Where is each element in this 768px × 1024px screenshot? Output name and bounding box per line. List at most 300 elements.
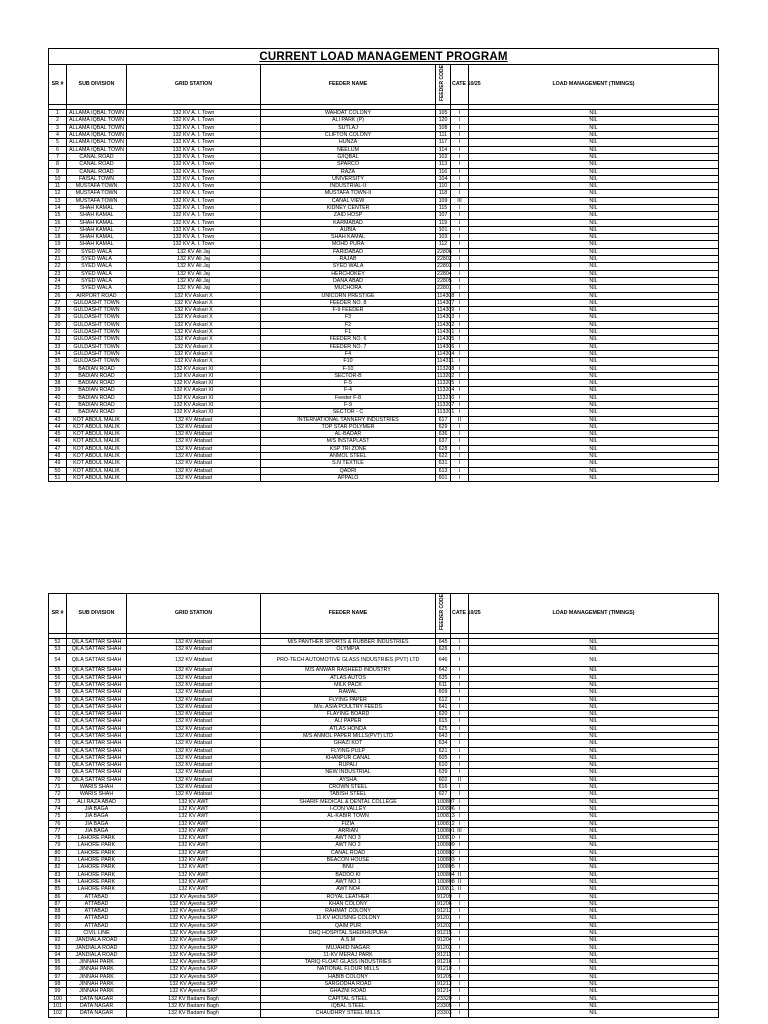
header-feeder-code-cell <box>436 594 451 634</box>
sub-division-cell: JINNAH PARK <box>67 973 127 980</box>
load-management-cell: NIL <box>469 197 719 204</box>
sub-division-cell: QILA SATTAR SHAH <box>67 762 127 769</box>
table-row <box>49 292 719 299</box>
sub-division-cell: SHAH KAMAL <box>67 219 127 226</box>
sr-cell: 94 <box>49 951 67 958</box>
feeder-code-cell: 114301 <box>437 329 455 336</box>
table-row <box>49 1002 719 1009</box>
feeder-code-cell: 91203 <box>437 944 452 951</box>
category-cell: I <box>451 696 469 703</box>
sr-cell: 46 <box>49 438 67 445</box>
feeder-name-cell: PRO-TECH AUTOMOTIVE GLASS INDUSTRIES (PVT) LTD <box>261 653 436 667</box>
grid-station-cell: 132 KV Attabad <box>127 445 261 452</box>
sub-division-cell: GULDASHT TOWN <box>67 336 127 343</box>
table-row <box>49 842 719 849</box>
grid-station-cell: 132 KV Attabad <box>127 639 261 646</box>
feeder-code-cell: 622 <box>436 453 451 460</box>
load-management-cell: NIL <box>469 1002 719 1009</box>
feeder-name-cell: ANMOL STEEL <box>261 453 436 460</box>
category-cell: I <box>451 423 469 430</box>
feeder-name-cell: AL-KABIR TOWN <box>261 813 436 820</box>
load-management-cell: NIL <box>469 219 719 226</box>
table-row <box>49 241 719 248</box>
sr-cell: 82 <box>49 864 67 871</box>
grid-station-cell: 132 KV A. I. Town <box>127 117 261 124</box>
feeder-name-cell: F-4 <box>261 387 436 394</box>
feeder-code-cell: 114308 <box>437 292 455 299</box>
sr-cell: 12 <box>49 190 67 197</box>
sr-cell: 31 <box>49 329 67 336</box>
category-cell: I <box>451 864 469 871</box>
grid-station-cell: 132 KV AWT <box>127 871 261 878</box>
grid-station-cell: 132 KV Attabad <box>127 732 261 739</box>
grid-station-cell: 132 KV A. I. Town <box>127 153 261 160</box>
load-management-cell: NIL <box>469 212 719 219</box>
sr-cell: 81 <box>49 857 67 864</box>
sub-division-cell: GULDASHT TOWN <box>67 358 127 365</box>
table-row <box>49 981 719 988</box>
feeder-name-cell: AYSHA <box>261 776 436 783</box>
category-cell: I <box>451 153 469 160</box>
sub-division-cell: SHAH KAMAL <box>67 204 127 211</box>
load-management-cell: NIL <box>469 124 719 131</box>
sub-division-cell: GULDASHT TOWN <box>67 314 127 321</box>
header-category: CATE 10/25 <box>451 65 469 105</box>
table-row <box>49 740 719 747</box>
grid-station-cell: 132 KV AWT <box>127 835 261 842</box>
feeder-code-cell: 602 <box>436 776 451 783</box>
sr-cell: 45 <box>49 431 67 438</box>
category-cell: I <box>451 1010 469 1017</box>
grid-station-cell: 132 KV Ali Jaj <box>127 277 261 284</box>
category-cell: I <box>451 394 469 401</box>
feeder-name-cell: SPARCO <box>261 161 436 168</box>
feeder-name-cell: CANAL ROAD <box>261 849 436 856</box>
category-cell: I <box>451 474 469 481</box>
feeder-name-cell: SARGODHA ROAD <box>261 981 436 988</box>
table-row <box>49 966 719 973</box>
feeder-code-cell: 101 <box>436 226 451 233</box>
sr-cell: 75 <box>49 813 67 820</box>
feeder-name-cell: QAIM PUR <box>261 922 436 929</box>
feeder-name-cell: F-10 <box>261 365 436 372</box>
sr-cell: 71 <box>49 784 67 791</box>
load-management-cell: NIL <box>469 445 719 452</box>
table-row <box>49 161 719 168</box>
load-management-cell: NIL <box>469 372 719 379</box>
sub-division-cell: QILA SATTAR SHAH <box>67 703 127 710</box>
feeder-name-cell: HABIB COLONY <box>261 973 436 980</box>
grid-station-cell: 132 KV Ali Jaj <box>127 270 261 277</box>
load-management-cell: NIL <box>469 409 719 416</box>
feeder-code-cell: 114307 <box>437 299 455 306</box>
sub-division-cell: LAHORE PARK <box>67 864 127 871</box>
grid-station-cell: 132 KV Ali Jaj <box>127 263 261 270</box>
feeder-code-cell: 113208 <box>437 365 455 372</box>
table-row <box>49 190 719 197</box>
grid-station-cell: 132 KV Askari XI <box>127 409 261 416</box>
sub-division-cell: FAISAL TOWN <box>67 175 127 182</box>
grid-station-cell: 132 KV Attabad <box>127 754 261 761</box>
grid-station-cell: 132 KV Ayesha SKP <box>127 930 261 937</box>
sub-division-cell: GULDASHT TOWN <box>67 329 127 336</box>
sub-division-cell: QILA SATTAR SHAH <box>67 646 127 653</box>
load-management-cell: NIL <box>469 467 719 474</box>
sr-cell: 89 <box>49 915 67 922</box>
load-management-cell: NIL <box>469 981 719 988</box>
feeder-code-cell: 114311 <box>437 358 454 365</box>
feeder-code-cell: 601 <box>436 474 451 481</box>
grid-station-cell: 132 KV Ayesha SKP <box>127 966 261 973</box>
sr-cell: 14 <box>49 204 67 211</box>
sub-division-cell: LAHORE PARK <box>67 842 127 849</box>
feeder-name-cell: RAZA <box>261 168 436 175</box>
sr-cell: 95 <box>49 959 67 966</box>
feeder-code-cell: 107 <box>436 212 451 219</box>
sr-cell: 10 <box>49 175 67 182</box>
sub-division-cell: QILA SATTAR SHAH <box>67 732 127 739</box>
feeder-code-cell: 620 <box>436 711 451 718</box>
sub-division-cell: QILA SATTAR SHAH <box>67 667 127 674</box>
sr-cell: 50 <box>49 467 67 474</box>
sub-division-cell: ATTABAD <box>67 915 127 922</box>
feeder-code-cell: 118 <box>436 190 451 197</box>
grid-station-cell: 132 KV A. I. Town <box>127 110 261 117</box>
feeder-name-cell: NEELUM <box>261 146 436 153</box>
sr-cell: 16 <box>49 219 67 226</box>
category-cell: I <box>451 639 469 646</box>
sr-cell: 51 <box>49 474 67 481</box>
sr-cell: 23 <box>49 270 67 277</box>
sub-division-cell: GULDASHT TOWN <box>67 299 127 306</box>
grid-station-cell: 132 KV Askari X <box>127 314 261 321</box>
load-management-cell: NIL <box>469 460 719 467</box>
feeder-name-cell: F10 <box>261 358 436 365</box>
table-row <box>49 299 719 306</box>
grid-station-cell: 132 KV AWT <box>127 886 261 893</box>
load-management-cell: NIL <box>469 900 719 907</box>
table-row <box>49 769 719 776</box>
load-management-cell: NIL <box>469 966 719 973</box>
sub-division-cell: SYED WALA <box>67 285 127 292</box>
grid-station-cell: 132 KV Attabad <box>127 747 261 754</box>
grid-station-cell: 132 KV Ayesha SKP <box>127 981 261 988</box>
table-row <box>49 776 719 783</box>
sr-cell: 28 <box>49 307 67 314</box>
sr-cell: 53 <box>49 646 67 653</box>
table-row <box>49 835 719 842</box>
table-row <box>49 674 719 681</box>
feeder-name-cell: INTERNATIONAL TANNERY INDUSTRIES <box>261 416 436 423</box>
load-management-cell: NIL <box>469 835 719 842</box>
sr-cell: 34 <box>49 350 67 357</box>
grid-station-cell: 132 KV AWT <box>127 820 261 827</box>
grid-station-cell: 132 KV Attabad <box>127 718 261 725</box>
feeder-name-cell: F1 <box>261 329 436 336</box>
sr-cell: 6 <box>49 146 67 153</box>
header-feeder-name: FEEDER NAME <box>261 65 436 105</box>
category-cell: I <box>451 681 469 688</box>
table-row <box>49 226 719 233</box>
load-management-cell: NIL <box>469 639 719 646</box>
table-row <box>49 467 719 474</box>
table-row <box>49 314 719 321</box>
page-title: CURRENT LOAD MANAGEMENT PROGRAM <box>259 50 508 63</box>
feeder-name-cell: SUTLAJ <box>261 124 436 131</box>
table-row <box>49 394 719 401</box>
sub-division-cell: SYED WALA <box>67 277 127 284</box>
feeder-code-cell: 100807 <box>437 798 455 805</box>
header-row <box>49 594 719 634</box>
table-row <box>49 1010 719 1017</box>
feeder-code-cell: 100801 <box>437 827 455 834</box>
grid-station-cell: 132 KV Ayesha SKP <box>127 915 261 922</box>
category-cell: I <box>451 467 469 474</box>
load-management-cell: NIL <box>469 248 719 255</box>
sr-cell: 38 <box>49 380 67 387</box>
load-management-cell: NIL <box>469 285 719 292</box>
table-row <box>49 146 719 153</box>
load-management-cell: NIL <box>469 226 719 233</box>
sr-cell: 65 <box>49 740 67 747</box>
category-cell: I <box>451 791 469 798</box>
load-management-cell: NIL <box>469 234 719 241</box>
sub-division-cell: CIVIL LINE <box>67 930 127 937</box>
sr-cell: 101 <box>49 1002 67 1009</box>
sub-division-cell: QILA SATTAR SHAH <box>67 653 127 667</box>
category-cell: I <box>451 762 469 769</box>
sub-division-cell: QILA SATTAR SHAH <box>67 725 127 732</box>
sub-division-cell: QILA SATTAR SHAH <box>67 674 127 681</box>
feeder-name-cell: Feeder F-8 <box>261 394 436 401</box>
feeder-name-cell: OLYMPIA <box>261 646 436 653</box>
category-cell: I <box>451 937 469 944</box>
sub-division-cell: QILA SATTAR SHAH <box>67 681 127 688</box>
table-row <box>49 183 719 190</box>
grid-station-cell: 132 KV AWT <box>127 864 261 871</box>
grid-station-cell: 132 KV A. I. Town <box>127 204 261 211</box>
sub-division-cell: QILA SATTAR SHAH <box>67 639 127 646</box>
category-cell: I <box>451 835 469 842</box>
feeder-name-cell: FIZIA <box>261 820 436 827</box>
sr-cell: 70 <box>49 776 67 783</box>
table-row <box>49 820 719 827</box>
sub-division-cell: JINNAH PARK <box>67 988 127 995</box>
feeder-code-cell: 22804 <box>437 270 452 277</box>
grid-station-cell: 132 KV Attabad <box>127 791 261 798</box>
feeder-code-cell: 631 <box>436 460 451 467</box>
sub-division-cell: JIA BAGA <box>67 805 127 812</box>
load-management-cell: NIL <box>469 161 719 168</box>
header-feeder-code-cell <box>436 65 451 105</box>
sr-cell: 98 <box>49 981 67 988</box>
category-cell: I <box>451 813 469 820</box>
load-management-cell: NIL <box>469 908 719 915</box>
sub-division-cell: QILA SATTAR SHAH <box>67 689 127 696</box>
category-cell: I <box>451 307 469 314</box>
category-cell: I <box>451 988 469 995</box>
category-cell: I <box>451 725 469 732</box>
category-cell: I <box>451 944 469 951</box>
header-feeder-code: FEEDER CODE <box>439 594 446 631</box>
header-sr: SR # <box>49 594 67 634</box>
feeder-code-cell: 105 <box>436 110 451 117</box>
table-row <box>49 696 719 703</box>
category-cell: I <box>451 350 469 357</box>
table-row <box>49 886 719 893</box>
feeder-code-cell: 22806 <box>437 248 452 255</box>
load-management-cell: NIL <box>469 711 719 718</box>
category-cell: I <box>451 438 469 445</box>
sub-division-cell: JANDIALA ROAD <box>67 944 127 951</box>
feeder-name-cell: FLYING PAPER <box>261 696 436 703</box>
sub-division-cell: SHAH KAMAL <box>67 234 127 241</box>
feeder-code-cell: 111 <box>436 132 451 139</box>
load-management-cell: NIL <box>469 681 719 688</box>
sub-division-cell: CANAL ROAD <box>67 161 127 168</box>
feeder-name-cell: AWT NO 2 <box>261 842 436 849</box>
sr-cell: 48 <box>49 453 67 460</box>
load-management-cell: NIL <box>469 263 719 270</box>
category-cell: I <box>451 270 469 277</box>
load-management-cell: NIL <box>469 132 719 139</box>
feeder-name-cell: FLYING PULP <box>261 747 436 754</box>
load-management-cell: NIL <box>469 820 719 827</box>
load-management-cell: NIL <box>469 784 719 791</box>
load-management-cell: NIL <box>469 805 719 812</box>
feeder-name-cell: MILK PACK <box>261 681 436 688</box>
sub-division-cell: SHAH KAMAL <box>67 226 127 233</box>
feeder-code-cell: 108 <box>436 124 451 131</box>
feeder-code-cell: 113210 <box>437 394 455 401</box>
sub-division-cell: KOT ABDUL MALIK <box>67 460 127 467</box>
category-cell: II <box>451 886 469 893</box>
sr-cell: 78 <box>49 835 67 842</box>
grid-station-cell: 132 KV Ayesha SKP <box>127 988 261 995</box>
feeder-name-cell: RAWAL <box>261 689 436 696</box>
grid-station-cell: 132 KV Attabad <box>127 696 261 703</box>
feeder-code-cell: 612 <box>436 696 451 703</box>
table-row <box>49 951 719 958</box>
grid-station-cell: 132 KV Askari X <box>127 299 261 306</box>
feeder-code-cell: 636 <box>436 431 451 438</box>
feeder-name-cell: FEEDER NO. 8 <box>261 299 436 306</box>
feeder-name-cell: KHAN COLONY <box>261 900 436 907</box>
table-row <box>49 372 719 379</box>
load-management-cell: NIL <box>469 740 719 747</box>
load-management-cell: NIL <box>469 438 719 445</box>
load-management-cell: NIL <box>469 387 719 394</box>
feeder-code-cell: 115 <box>436 204 451 211</box>
sr-cell: 64 <box>49 732 67 739</box>
feeder-code-cell: 91205 <box>437 973 452 980</box>
category-cell: I <box>451 915 469 922</box>
table-row <box>49 431 719 438</box>
sr-cell: 18 <box>49 234 67 241</box>
feeder-name-cell: F-9 FEEDER <box>261 307 436 314</box>
category-cell: II <box>451 878 469 885</box>
load-management-cell: NIL <box>469 959 719 966</box>
category-cell: I <box>451 387 469 394</box>
grid-station-cell: 132 KV Attabad <box>127 681 261 688</box>
feeder-name-cell: RUPALI <box>261 762 436 769</box>
sr-cell: 42 <box>49 409 67 416</box>
table-row <box>49 995 719 1002</box>
category-cell: I <box>451 234 469 241</box>
table-row <box>49 864 719 871</box>
sr-cell: 36 <box>49 365 67 372</box>
category-cell: I <box>451 226 469 233</box>
sr-cell: 44 <box>49 423 67 430</box>
load-management-cell: NIL <box>469 937 719 944</box>
feeder-name-cell: M/S ANWAR RASHEED INDUSTRY <box>261 667 436 674</box>
sub-division-cell: BADIAN ROAD <box>67 409 127 416</box>
table-row <box>49 893 719 900</box>
feeder-name-cell: INDUSTRIAL-II <box>261 183 436 190</box>
category-cell: I <box>451 343 469 350</box>
sub-division-cell: QILA SATTAR SHAH <box>67 776 127 783</box>
feeder-code-cell: 112 <box>436 241 451 248</box>
feeder-code-cell: 100812 <box>437 820 455 827</box>
feeder-code-cell: 91215 <box>437 930 452 936</box>
sr-cell: 7 <box>49 153 67 160</box>
feeder-code-cell: 91213 <box>437 981 452 988</box>
category-cell: I <box>451 204 469 211</box>
sr-cell: 19 <box>49 241 67 248</box>
feeder-name-cell: CHAUDHRY STEEL MILLS <box>261 1010 436 1017</box>
table-row <box>49 270 719 277</box>
sub-division-cell: ALI RAZA ABAD <box>67 798 127 805</box>
feeder-code-cell: 611 <box>436 681 451 688</box>
load-management-cell: NIL <box>469 864 719 871</box>
table-row <box>49 350 719 357</box>
table-row <box>49 725 719 732</box>
grid-station-cell: 132 KV Badami Bagh <box>127 995 261 1002</box>
table-row <box>49 380 719 387</box>
table-row <box>49 798 719 805</box>
load-management-cell: NIL <box>469 453 719 460</box>
feeder-name-cell: F-5 <box>261 380 436 387</box>
sr-cell: 84 <box>49 878 67 885</box>
sub-division-cell: MUSTAFA TOWN <box>67 190 127 197</box>
category-cell: I <box>451 981 469 988</box>
grid-station-cell: 132 KV Badami Bagh <box>127 1002 261 1009</box>
category-cell: I <box>451 460 469 467</box>
load-management-cell: NIL <box>469 190 719 197</box>
grid-station-cell: 132 KV Attabad <box>127 416 261 423</box>
grid-station-cell: 132 KV Attabad <box>127 653 261 667</box>
table-row <box>49 329 719 336</box>
load-management-cell: NIL <box>469 321 719 328</box>
table-row <box>49 711 719 718</box>
grid-station-cell: 132 KV Askari X <box>127 358 261 365</box>
grid-station-cell: 132 KV Attabad <box>127 423 261 430</box>
feeder-name-cell: MOHD PURA <box>261 241 436 248</box>
category-cell: I <box>451 995 469 1002</box>
feeder-code-cell: 621 <box>436 747 451 754</box>
sub-division-cell: JANDIALA ROAD <box>67 951 127 958</box>
category-cell: I <box>451 842 469 849</box>
load-management-cell: NIL <box>469 893 719 900</box>
table-row <box>49 681 719 688</box>
sub-division-cell: SYED WALA <box>67 263 127 270</box>
feeder-name-cell: KSP TRI ZONE <box>261 445 436 452</box>
sub-division-cell: ATTABAD <box>67 908 127 915</box>
grid-station-cell: 132 KV Attabad <box>127 460 261 467</box>
load-management-cell: NIL <box>469 776 719 783</box>
grid-station-cell: 132 KV Ayesha SKP <box>127 908 261 915</box>
feeder-name-cell: ROYAL LEATHER <box>261 893 436 900</box>
